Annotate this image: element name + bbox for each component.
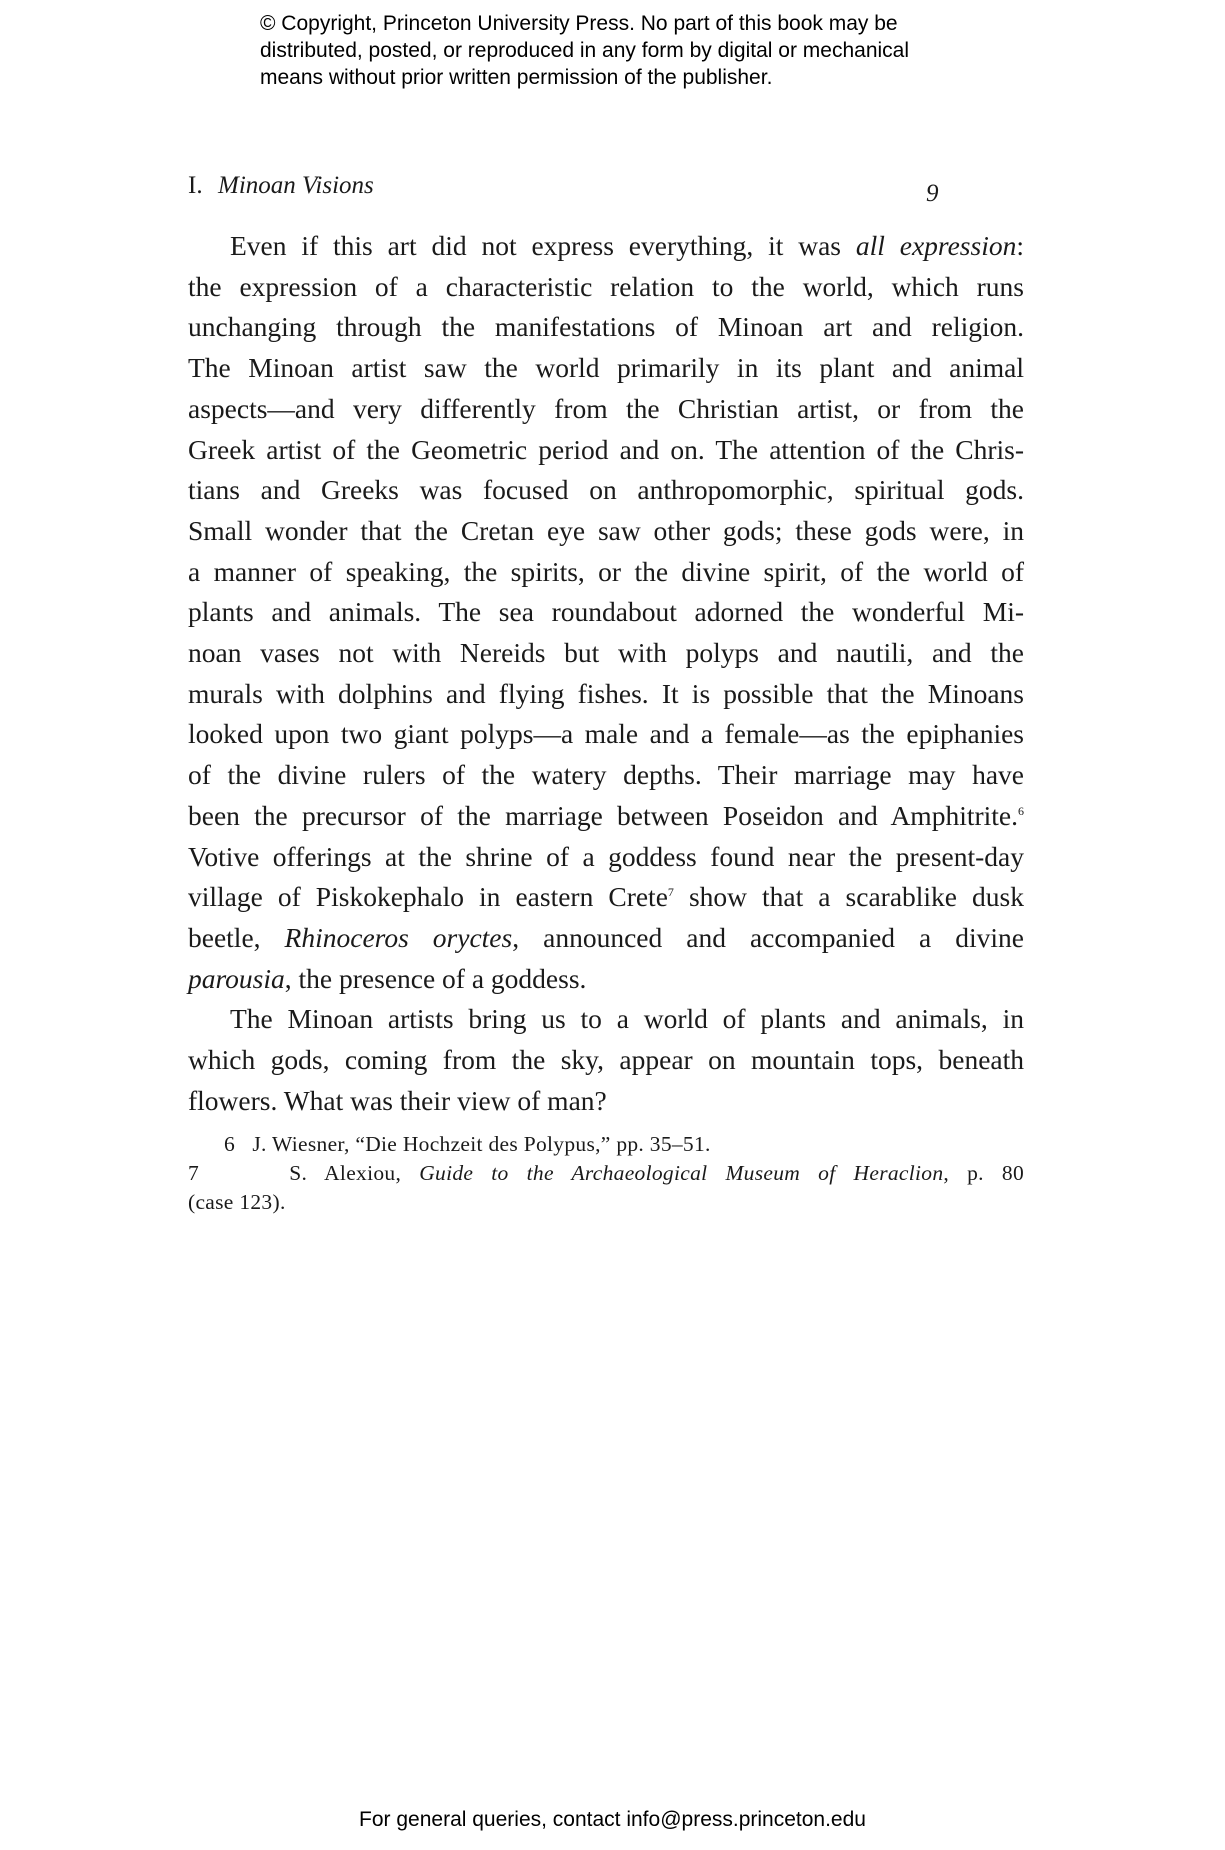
text-line — [188, 796, 1024, 837]
text-run: , the presence of a goddess. — [284, 962, 587, 994]
paragraph — [188, 226, 1024, 999]
emphasis: Rhinoceros oryctes — [284, 921, 513, 953]
text-run: Even if this art did not express everything, it was — [230, 230, 856, 261]
contact-footer: For general queries, contact info@press.princeton.edu — [359, 1808, 866, 1831]
text-run: village of Piskokephalo in eastern Crete — [188, 881, 668, 913]
text-run: : — [1016, 230, 1024, 261]
paragraph — [188, 999, 1024, 1121]
text-line: which gods, coming from the sky, appear on mountain tops, beneath — [188, 1044, 1024, 1076]
chapter-number: I. — [188, 172, 203, 199]
text-line: murals with dolphins and flying fishes. It is possible that the Minoans — [188, 677, 1024, 709]
footnote-6 — [188, 1130, 1024, 1159]
footnote-number: 7 — [188, 1161, 200, 1185]
footnote-text: , p. 80 — [943, 1161, 1024, 1185]
text-line: noan vases not with Nereids but with polyps and nautili, and the — [188, 637, 1024, 669]
text-line — [188, 918, 1024, 959]
chapter-title: Minoan Visions — [218, 172, 374, 199]
page-number: 9 — [926, 180, 939, 207]
footnote-ref: 7 — [667, 885, 674, 900]
text-line: the expression of a characteristic relation to the world, which runs — [188, 270, 1024, 302]
footnote-title: Guide to the Archaeological Museum of Heraclion — [419, 1161, 944, 1185]
footnote-text: J. Wiesner, “Die Hochzeit des Polypus,” pp. 35–51. — [252, 1132, 711, 1156]
footnote-ref: 6 — [1018, 803, 1024, 818]
text-line: looked upon two giant polyps—a male and a female—as the epiphanies — [188, 718, 1024, 750]
text-line: Votive offerings at the shrine of a goddess found near the present-day — [188, 840, 1024, 872]
text-line: Greek artist of the Geometric period and on. The attention of the Chris- — [188, 433, 1024, 465]
text-line — [188, 877, 1024, 918]
text-line: Small wonder that the Cretan eye saw other gods; these gods were, in — [188, 514, 1024, 546]
copyright-line: distributed, posted, or reproduced in any form by digital or mechanical — [260, 39, 910, 62]
footnote-number: 6 — [224, 1132, 236, 1156]
body-text — [188, 226, 1024, 1121]
text-line: flowers. What was their view of man? — [188, 1084, 607, 1116]
text-line: a manner of speaking, the spirits, or the divine spirit, of the world of — [188, 555, 1024, 587]
text-run: , announced and accompanied a divine — [512, 921, 1024, 953]
text-run: show that a scarablike dusk — [673, 881, 1024, 913]
text-line: of the divine rulers of the watery depths. Their marriage may have — [188, 759, 1024, 791]
running-head — [188, 172, 948, 212]
footnotes — [188, 1130, 1024, 1217]
footnote-7-continued: (case 123). — [188, 1190, 286, 1214]
text-line: unchanging through the manifestations of Minoan art and religion. — [188, 311, 1024, 343]
text-line — [188, 226, 1024, 267]
text-line: tians and Greeks was focused on anthropomorphic, spiritual gods. — [188, 474, 1024, 506]
emphasis: all expression — [855, 230, 1017, 261]
text-line: The Minoan artists bring us to a world of plants and animals, in — [230, 1003, 1024, 1035]
text-line: plants and animals. The sea roundabout adorned the wonderful Mi- — [188, 596, 1024, 628]
text-line: The Minoan artist saw the world primarily in its plant and animal — [188, 352, 1024, 384]
text-line: aspects—and very differently from the Christian artist, or from the — [188, 392, 1024, 424]
footnote-7 — [188, 1159, 1024, 1188]
text-run: been the precursor of the marriage between Poseidon and Amphitrite. — [188, 799, 1018, 831]
copyright-notice — [260, 10, 1020, 91]
text-run: beetle, — [188, 921, 285, 953]
copyright-line: © Copyright, Princeton University Press. No part of this book may be — [260, 12, 898, 35]
footnote-text: S. Alexiou, — [289, 1161, 420, 1185]
copyright-line: means without prior written permission of the publisher. — [260, 66, 773, 89]
text-line — [188, 959, 1024, 1000]
emphasis: parousia — [188, 962, 285, 994]
